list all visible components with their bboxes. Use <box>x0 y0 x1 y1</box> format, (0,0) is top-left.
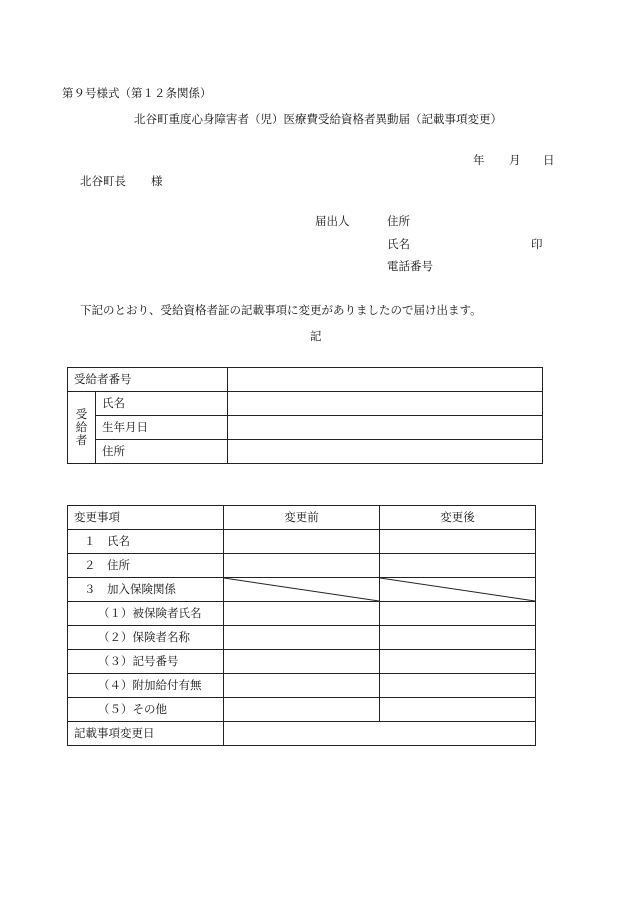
form-number: 第９号様式（第１２条関係） <box>62 86 212 100</box>
recipient-number-field[interactable] <box>228 368 543 392</box>
after-field[interactable] <box>380 650 536 674</box>
recipient-name-label: 氏名 <box>96 392 228 416</box>
recipient-name-field[interactable] <box>228 392 543 416</box>
body-text: 下記のとおり、受給資格者証の記載事項に変更がありましたので届け出ます。 <box>80 303 482 317</box>
before-field[interactable] <box>224 698 380 722</box>
before-field[interactable] <box>224 530 380 554</box>
date-day: 日 <box>543 153 555 167</box>
change-row-label: （２）保険者名称 <box>68 626 224 650</box>
change-row-label: ３ 加入保険関係 <box>68 578 224 602</box>
applicant-label: 届出人 <box>315 214 350 228</box>
before-field[interactable] <box>224 674 380 698</box>
seal-mark: 印 <box>531 237 543 251</box>
change-row-label: ２ 住所 <box>68 554 224 578</box>
change-row-label: （３）記号番号 <box>68 650 224 674</box>
after-field[interactable] <box>380 626 536 650</box>
applicant-phone-label: 電話番号 <box>387 259 433 273</box>
change-row-label: （５）その他 <box>68 698 224 722</box>
applicant-address-label: 住所 <box>387 214 410 228</box>
before-field[interactable] <box>224 554 380 578</box>
after-field[interactable] <box>380 674 536 698</box>
recipient-address-label: 住所 <box>96 440 228 464</box>
before-field[interactable] <box>224 650 380 674</box>
change-row-label: （１）被保険者氏名 <box>68 602 224 626</box>
applicant-name-label: 氏名 <box>387 237 410 251</box>
recipient-address-field[interactable] <box>228 440 543 464</box>
change-row-label: １ 氏名 <box>68 530 224 554</box>
before-field-crossed <box>224 578 380 602</box>
change-date-label: 記載事項変更日 <box>68 722 224 746</box>
header-before: 変更前 <box>224 506 380 530</box>
before-field[interactable] <box>224 626 380 650</box>
diagonal-line <box>224 578 379 601</box>
change-row-label: （４）附加給付有無 <box>68 674 224 698</box>
after-field[interactable] <box>380 554 536 578</box>
after-field-crossed <box>380 578 536 602</box>
date-month: 月 <box>509 153 521 167</box>
before-field[interactable] <box>224 602 380 626</box>
addressee-name: 北谷町長 <box>80 174 126 188</box>
recipient-group-label: 受 給 者 <box>68 392 96 464</box>
header-after: 変更後 <box>380 506 536 530</box>
after-field[interactable] <box>380 602 536 626</box>
change-date-field[interactable] <box>224 722 536 746</box>
recipient-number-label: 受給者番号 <box>68 368 228 392</box>
addressee-honorific: 様 <box>151 174 163 188</box>
after-field[interactable] <box>380 530 536 554</box>
diagonal-line <box>380 578 535 601</box>
after-field[interactable] <box>380 698 536 722</box>
change-table <box>67 505 536 746</box>
date-year: 年 <box>473 153 485 167</box>
recipient-table <box>67 367 543 464</box>
recipient-birthdate-label: 生年月日 <box>96 416 228 440</box>
page-title: 北谷町重度心身障害者（児）医療費受給資格者異動届（記載事項変更） <box>134 112 502 126</box>
recipient-birthdate-field[interactable] <box>228 416 543 440</box>
ki-heading: 記 <box>310 329 322 343</box>
header-change-item: 変更事項 <box>68 506 224 530</box>
